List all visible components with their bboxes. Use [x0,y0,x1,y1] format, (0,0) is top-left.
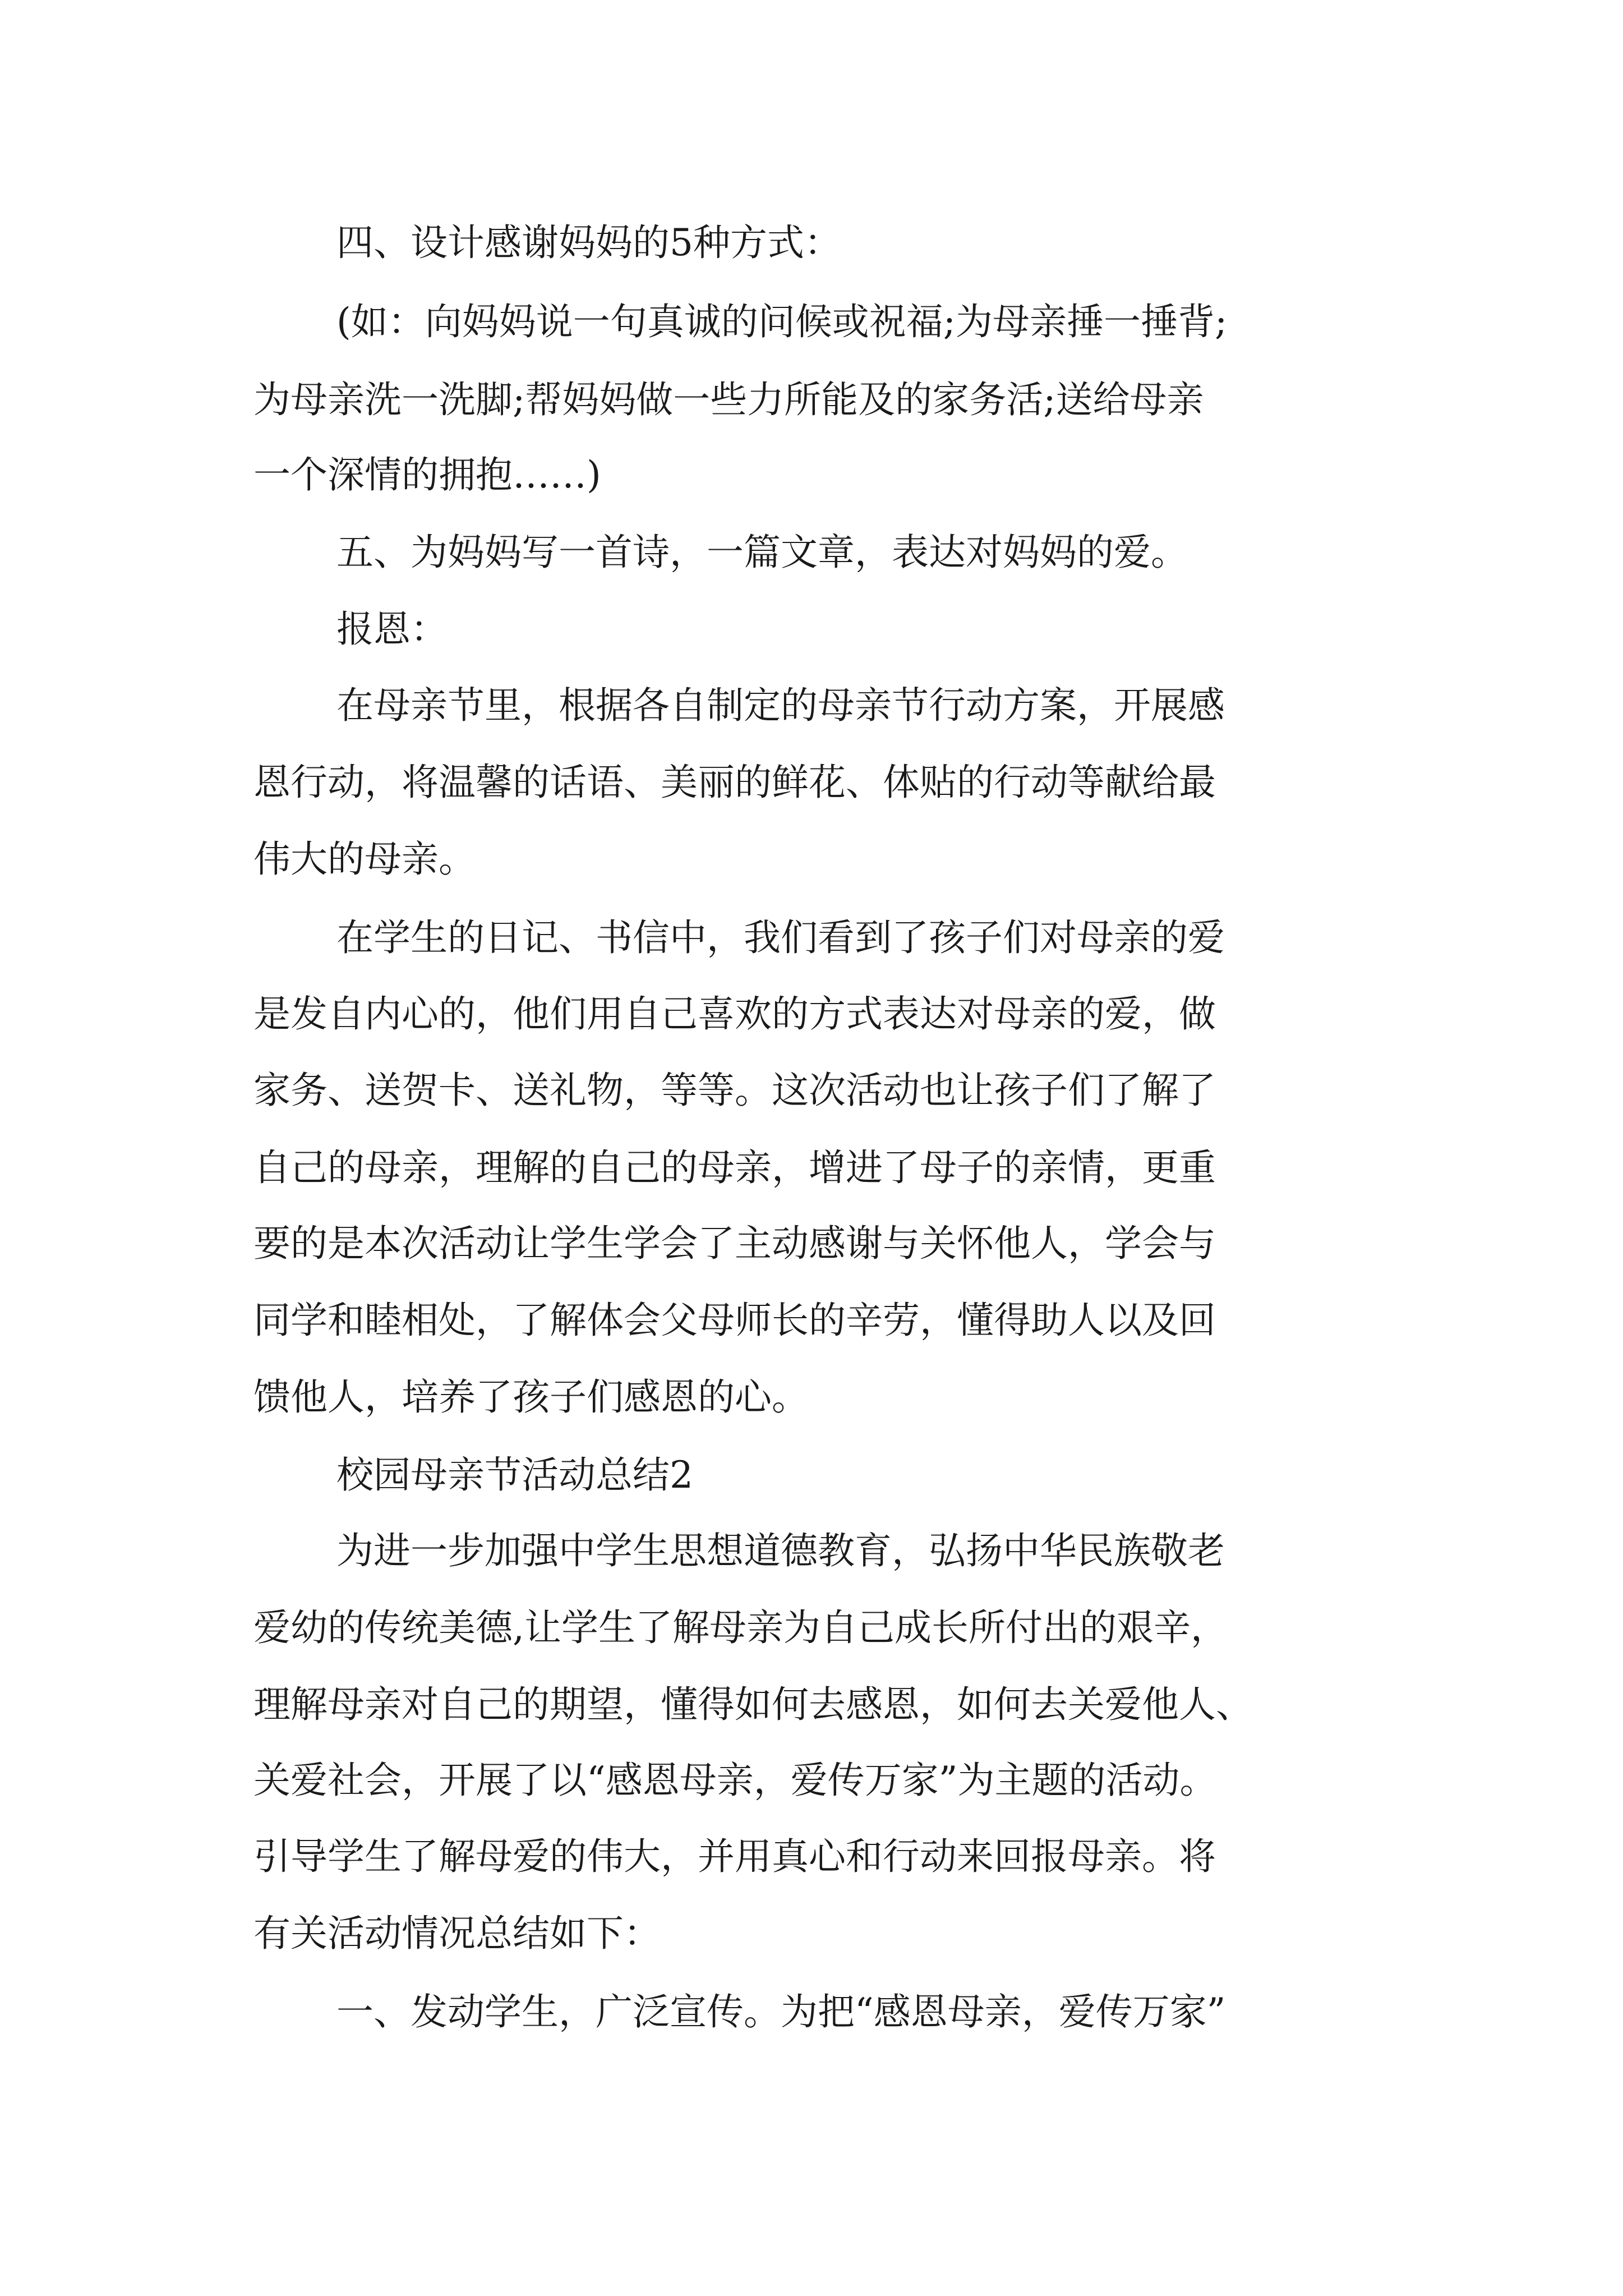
text-line: 恩行动，将温馨的话语、美丽的鲜花、体贴的行动等献给最 [253,761,1216,804]
text-line: 要的是本次活动让学生学会了主动感谢与关怀他人，学会与 [253,1222,1216,1265]
text-line: 同学和睦相处，了解体会父母师长的辛劳，懂得助人以及回 [253,1299,1216,1342]
text-line: 关爱社会，开展了以“感恩母亲，爱传万家”为主题的活动。 [253,1759,1217,1802]
text-line: 是发自内心的，他们用自己喜欢的方式表达对母亲的爱，做 [253,992,1216,1036]
text-line: 为母亲洗一洗脚;帮妈妈做一些力所能及的家务活;送给母亲 [253,378,1204,421]
section-heading: 校园母亲节活动总结2 [336,1453,693,1497]
text-line: 四、设计感谢妈妈的5种方式： [336,221,841,264]
text-line: 自己的母亲，理解的自己的母亲，增进了母子的亲情，更重 [253,1146,1216,1189]
text-line: 馈他人，培养了孩子们感恩的心。 [253,1375,809,1419]
text-line: 理解母亲对自己的期望，懂得如何去感恩，如何去关爱他人、 [253,1683,1253,1726]
text-line: 引导学生了解母爱的伟大，并用真心和行动来回报母亲。将 [253,1835,1216,1878]
text-line: 一个深情的拥抱……) [253,453,601,496]
text-line: 有关活动情况总结如下： [253,1912,661,1955]
text-line: 五、为妈妈写一首诗，一篇文章，表达对妈妈的爱。 [336,531,1188,574]
text-line: 为进一步加强中学生思想道德教育，弘扬中华民族敬老 [336,1529,1225,1572]
text-line: 在母亲节里，根据各自制定的母亲节行动方案，开展感 [336,684,1225,727]
text-line: 家务、送贺卡、送礼物，等等。这次活动也让孩子们了解了 [253,1069,1216,1112]
text-line: 一、发动学生，广泛宣传。为把“感恩母亲，爱传万家” [336,1990,1226,2033]
text-line: 爱幼的传统美德,让学生了解母亲为自己成长所付出的艰辛， [253,1606,1228,1649]
text-line: (如：向妈妈说一句真诚的问候或祝福;为母亲捶一捶背; [336,300,1228,343]
text-line: 伟大的母亲。 [253,838,476,881]
text-line: 报恩： [336,608,448,651]
text-line: 在学生的日记、书信中，我们看到了孩子们对母亲的爱 [336,916,1225,959]
